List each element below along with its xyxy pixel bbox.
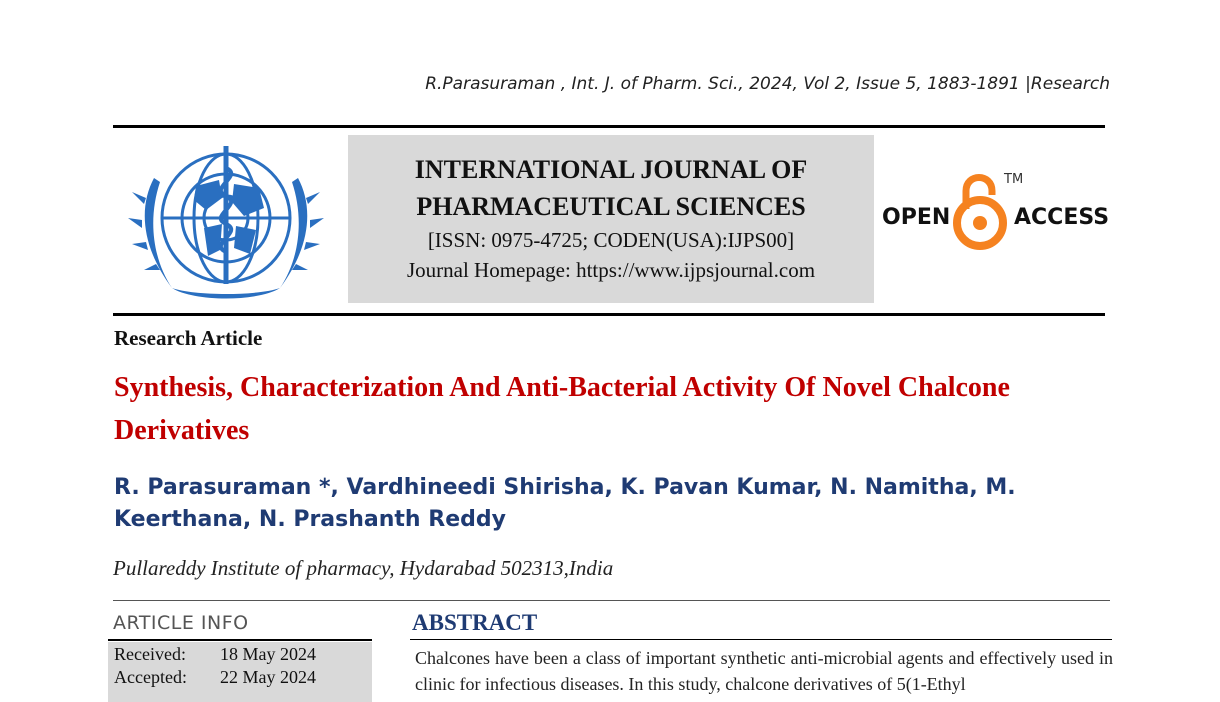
abstract-rule bbox=[410, 639, 1112, 640]
trademark-text: TM bbox=[1004, 172, 1024, 187]
received-row: Received: 18 May 2024 bbox=[114, 644, 316, 664]
article-info-box bbox=[108, 642, 372, 702]
article-type: Research Article bbox=[114, 326, 263, 350]
author-list: R. Parasuraman *, Vardhineedi Shirisha, K. Pavan Kumar, N. Namitha, M. Keerthana, N. Prashanth Reddy bbox=[114, 475, 1016, 532]
section-divider bbox=[113, 600, 1110, 601]
open-text: OPEN bbox=[882, 205, 951, 230]
open-lock-icon bbox=[957, 178, 1003, 247]
open-access-logo bbox=[878, 165, 1110, 255]
header-top-rule bbox=[113, 125, 1105, 128]
article-info-rule bbox=[108, 639, 372, 641]
journal-issn: [ISSN: 0975-4725; CODEN(USA):IJPS00] bbox=[427, 228, 795, 252]
citation-line: R.Parasuraman , Int. J. of Pharm. Sci., 2024, Vol 2, Issue 5, 1883-1891 |Research bbox=[425, 74, 1110, 94]
article-title: Synthesis, Characterization And Anti-Bacterial Activity Of Novel Chalcone Derivatives bbox=[114, 372, 1010, 446]
header-bottom-rule bbox=[113, 313, 1105, 316]
journal-homepage[interactable]: Journal Homepage: https://www.ijpsjournal.com bbox=[406, 258, 816, 282]
journal-banner bbox=[348, 135, 874, 303]
access-text: ACCESS bbox=[1014, 205, 1110, 230]
journal-title: INTERNATIONAL JOURNAL OF PHARMACEUTICAL SCIENCES bbox=[414, 155, 808, 221]
abstract-text: Chalcones have been a class of important synthetic anti-microbial agents and effectively used in clinic for infectious diseases. In this study, chalcone derivatives of 5(1-Ethyl bbox=[415, 648, 1113, 694]
accepted-row: Accepted: 22 May 2024 bbox=[114, 667, 316, 687]
article-info-heading: ARTICLE INFO bbox=[113, 612, 249, 634]
who-emblem-logo bbox=[124, 138, 328, 308]
abstract-heading: ABSTRACT bbox=[412, 610, 538, 635]
affiliation: Pullareddy Institute of pharmacy, Hydarabad 502313,India bbox=[113, 556, 614, 580]
